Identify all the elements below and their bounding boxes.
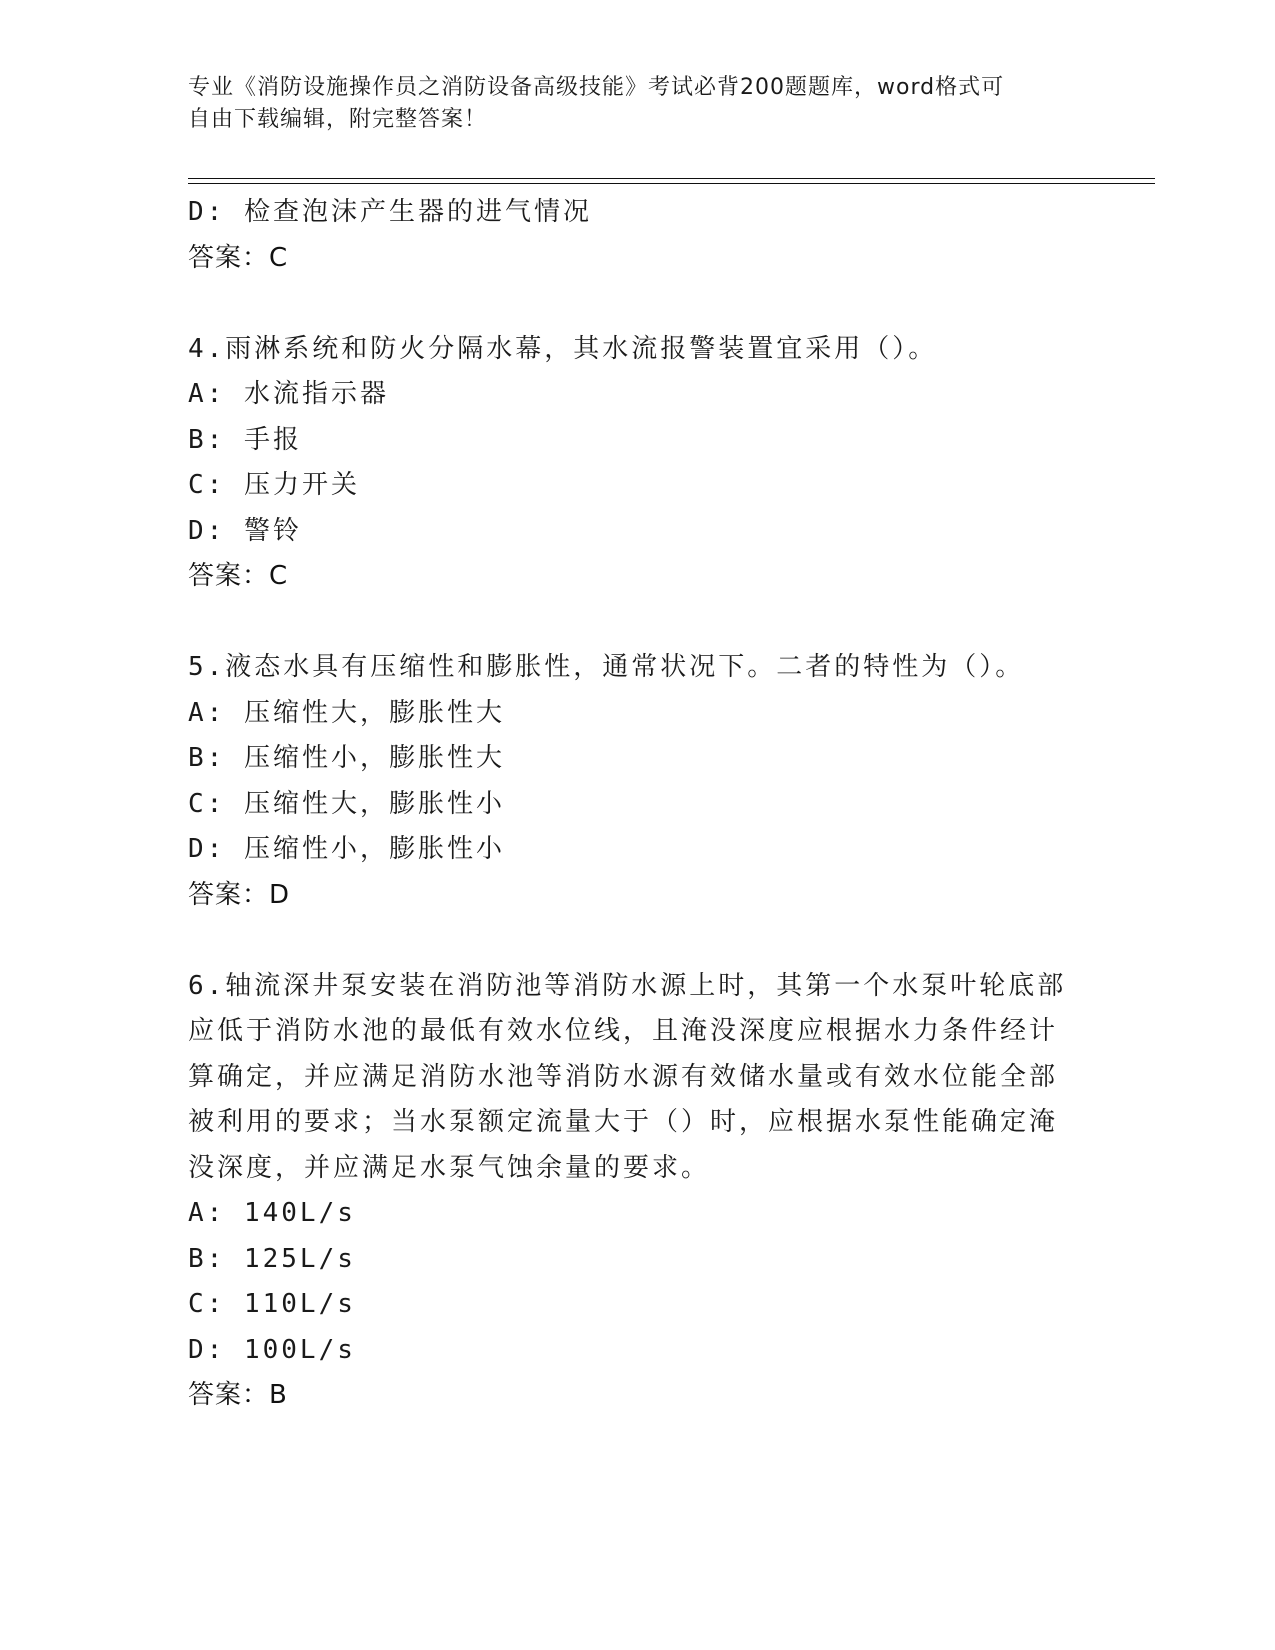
answer: 答案：C (188, 561, 289, 591)
header-line-2: 自由下载编辑，附完整答案！ (188, 107, 488, 132)
stem-line-4: 被利用的要求；当水泵额定流量大于（）时，应根据水泵性能确定淹 (188, 1107, 1059, 1137)
option-a: A: 压缩性大，膨胀性大 (188, 697, 505, 728)
question-stem: 5.液态水具有压缩性和膨胀性，通常状况下。二者的特性为（）。 (188, 652, 1025, 682)
question-3-tail (188, 190, 1088, 281)
option-d: D: 压缩性小，膨胀性小 (188, 834, 505, 864)
option-d: D: 检查泡沫产生器的进气情况 (188, 197, 592, 227)
stem-line-3: 算确定，并应满足消防水池等消防水源有效储水量或有效水位能全部 (188, 1061, 1059, 1092)
header-line-1: 专业《消防设施操作员之消防设备高级技能》考试必背200题题库，word格式可 (188, 75, 1005, 100)
option-c: C: 压缩性大，膨胀性小 (188, 788, 505, 819)
stem-line-1: 6.轴流深井泵安装在消防池等消防水源上时，其第一个水泵叶轮底部 (188, 970, 1067, 1001)
question-6 (188, 964, 1088, 1419)
option-b: B: 手报 (188, 424, 302, 455)
header-divider-top (188, 178, 1155, 179)
stem-line-2: 应低于消防水池的最低有效水位线，且淹没深度应根据水力条件经计 (188, 1016, 1059, 1046)
spacer (188, 281, 1088, 327)
header-divider-bottom (188, 183, 1155, 184)
option-c: C: 110L/s (188, 1289, 356, 1319)
question-stem: 4.雨淋系统和防火分隔水幕，其水流报警装置宜采用（）。 (188, 333, 938, 364)
option-d: D: 警铃 (188, 515, 302, 546)
document-header (188, 72, 1068, 136)
answer: 答案：D (188, 879, 291, 910)
question-5 (188, 645, 1088, 918)
option-a: A: 水流指示器 (188, 379, 389, 409)
question-list (188, 190, 1088, 1419)
spacer (188, 918, 1088, 964)
spacer (188, 600, 1088, 646)
option-d: D: 100L/s (188, 1334, 356, 1365)
option-c: C: 压力开关 (188, 470, 360, 500)
answer: 答案：C (188, 242, 289, 273)
stem-line-5: 没深度，并应满足水泵气蚀余量的要求。 (188, 1152, 711, 1183)
option-b: B: 压缩性小，膨胀性大 (188, 743, 505, 773)
answer: 答案：B (188, 1380, 288, 1410)
question-4 (188, 327, 1088, 600)
option-a: A: 140L/s (188, 1198, 356, 1228)
question-stem (188, 964, 1068, 1192)
option-b: B: 125L/s (188, 1243, 356, 1274)
